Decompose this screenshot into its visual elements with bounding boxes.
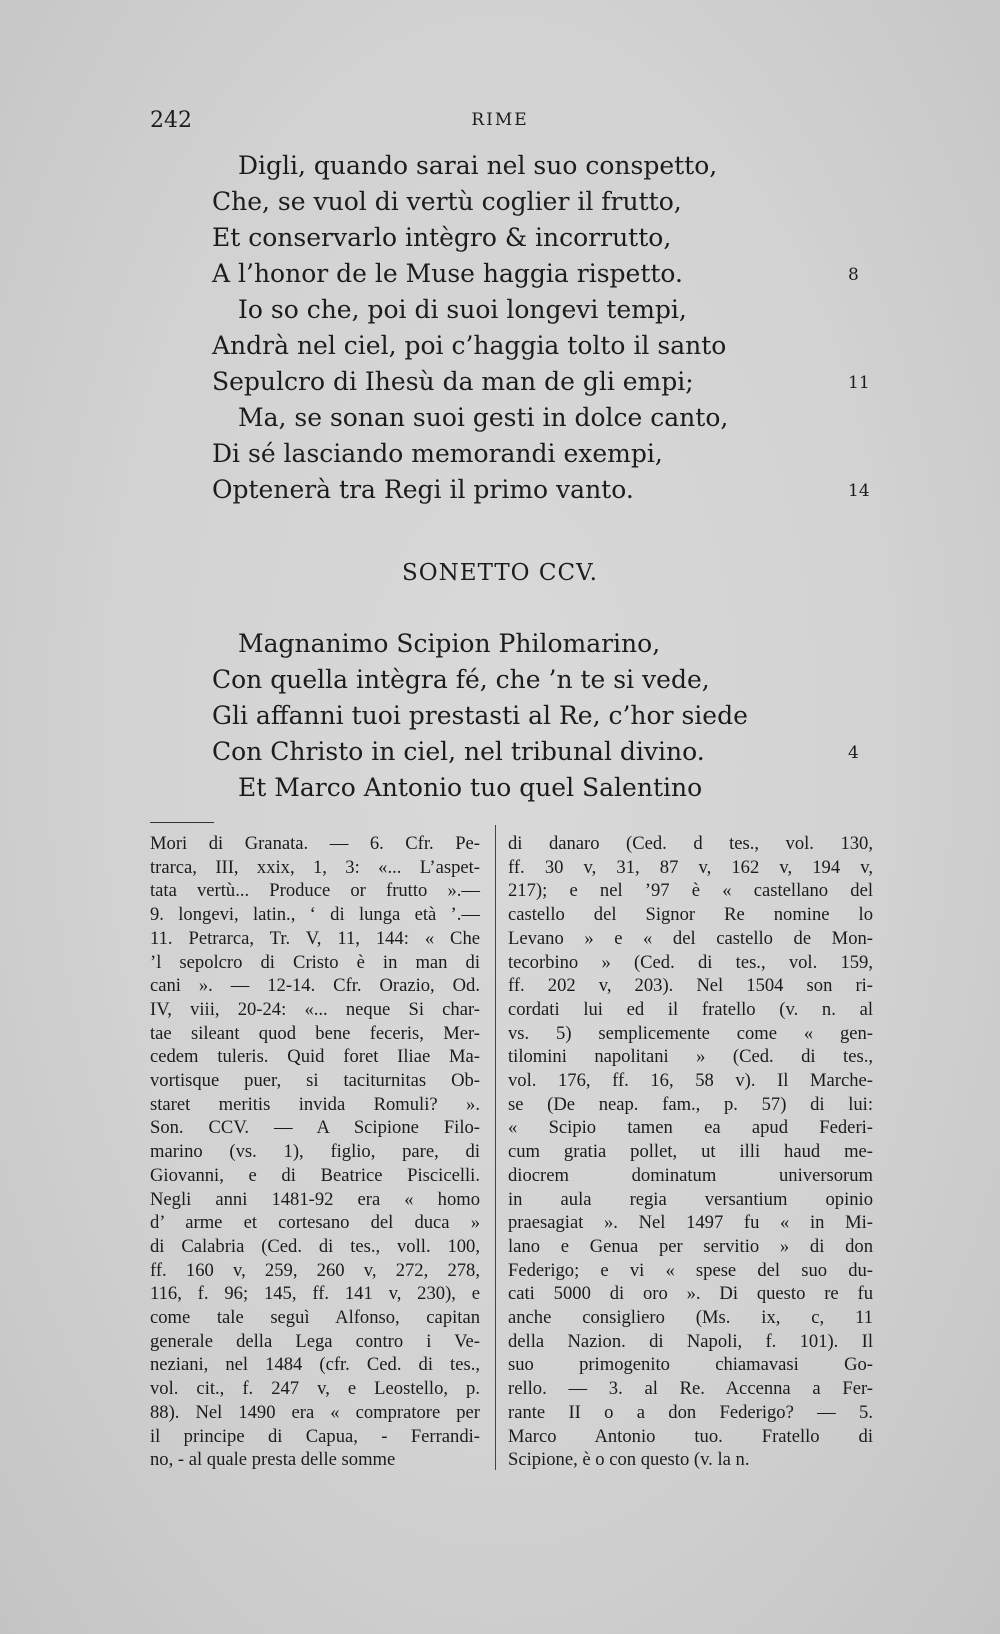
page-number: 242	[150, 108, 192, 133]
verse-line: Ma, se sonan suoi gesti in dolce canto,	[238, 403, 729, 432]
note-line: no, - al quale presta delle somme	[150, 1449, 396, 1471]
verse-line: Con Christo in ciel, nel tribunal divino.	[212, 737, 705, 766]
note-line: neziani, nel 1484 (cfr. Ced. di tes.,	[150, 1354, 480, 1376]
note-line: 217); e nel ’97 è « castellano del	[508, 880, 873, 902]
note-line: Federigo; e vi « spese del suo du-	[508, 1259, 873, 1281]
note-line: di danaro (Ced. d tes., vol. 130,	[508, 833, 873, 854]
note-line: cum gratia pollet, ut illi haud me-	[508, 1141, 873, 1163]
running-title: RIME	[471, 110, 529, 130]
page-header	[150, 108, 850, 138]
note-line: anche consigliero (Ms. ix, c, 11	[508, 1307, 873, 1329]
note-line: cedem tuleris. Quid foret Iliae Ma-	[150, 1046, 480, 1068]
note-line: IV, viii, 20-24: «... neque Si char-	[150, 998, 480, 1020]
note-line: ff. 202 v, 203). Nel 1504 son ri-	[508, 975, 873, 997]
note-line: ff. 160 v, 259, 260 v, 272, 278,	[150, 1259, 480, 1281]
note-line: Giovanni, e di Beatrice Piscicelli.	[150, 1164, 480, 1186]
verse-number: 4	[848, 743, 859, 763]
note-line: tata vertù... Produce or frutto ».—	[150, 880, 480, 902]
note-line: ’l sepolcro di Cristo è in man di	[150, 951, 480, 973]
note-line: marino (vs. 1), figlio, pare, di	[150, 1141, 480, 1163]
note-line: suo primogenito chiamavasi Go-	[508, 1354, 873, 1376]
note-line: vortisque puer, si taciturnitas Ob-	[150, 1070, 480, 1092]
note-line: come tale seguì Alfonso, capitan	[150, 1307, 480, 1329]
verse-line: Sepulcro di Ihesù da man de gli empi;	[212, 367, 694, 396]
sonnet-title: SONETTO CCV.	[402, 560, 598, 586]
verse-number: 11	[848, 373, 870, 393]
note-line: vol. 176, ff. 16, 58 v). Il Marche-	[508, 1070, 873, 1092]
note-line: 9. longevi, latin., ‘ di lunga età ’.—	[150, 904, 480, 926]
verse-line: Magnanimo Scipion Philomarino,	[238, 629, 661, 658]
verse-line: Optenerà tra Regi il primo vanto.	[212, 475, 634, 504]
notes-left-column	[150, 832, 480, 1472]
verse-number: 8	[848, 265, 859, 285]
note-line: tecorbino » (Ced. di tes., vol. 159,	[508, 951, 873, 973]
note-line: praesagiat ». Nel 1497 fu « in Mi-	[508, 1212, 873, 1234]
note-line: d’ arme et cortesano del duca »	[150, 1212, 480, 1234]
note-line: lano e Genua per servitio » di don	[508, 1235, 873, 1257]
verse-line: Digli, quando sarai nel suo conspetto,	[238, 151, 718, 180]
note-line: se (De neap. fam., p. 57) di lui:	[508, 1093, 873, 1115]
verse-line: Che, se vuol di vertù coglier il frutto,	[212, 187, 682, 216]
note-line: vol. cit., f. 247 v, e Leostello, p.	[150, 1378, 480, 1400]
verse-line: Io so che, poi di suoi longevi tempi,	[238, 295, 687, 324]
notes-right-column	[508, 832, 873, 1472]
note-line: cati 5000 di oro ». Di questo re fu	[508, 1283, 873, 1305]
note-line: 116, f. 96; 145, ff. 141 v, 230), e	[150, 1283, 480, 1305]
note-line: Negli anni 1481-92 era « homo	[150, 1188, 480, 1210]
column-divider	[495, 825, 496, 1470]
verse-line: A l’honor de le Muse haggia rispetto.	[212, 259, 683, 288]
footnote-separator	[150, 822, 214, 823]
note-line: 88). Nel 1490 era « compratore per	[150, 1401, 480, 1423]
note-line: generale della Lega contro i Ve-	[150, 1330, 480, 1352]
note-line: rante II o a don Federigo? — 5.	[508, 1401, 873, 1423]
note-line: rello. — 3. al Re. Accenna a Fer-	[508, 1378, 873, 1400]
note-line: tilomini napolitani » (Ced. di tes.,	[508, 1046, 873, 1068]
verse-line: Et conservarlo intègro & incorrutto,	[212, 223, 672, 252]
note-line: vs. 5) semplicemente come « gen-	[508, 1022, 873, 1044]
note-line: Mori di Granata. — 6. Cfr. Pe-	[150, 833, 480, 854]
note-line: della Nazion. di Napoli, f. 101). Il	[508, 1330, 873, 1352]
note-line: di Calabria (Ced. di tes., voll. 100,	[150, 1235, 480, 1257]
note-line: « Scipio tamen ea apud Federi-	[508, 1117, 873, 1139]
note-line: tae sileant quod bene feceris, Mer-	[150, 1022, 480, 1044]
note-line: staret meritis invida Romuli? ».	[150, 1093, 480, 1115]
note-line: cani ». — 12-14. Cfr. Orazio, Od.	[150, 975, 480, 997]
note-line: cordati lui ed il fratello (v. n. al	[508, 998, 873, 1020]
note-line: Scipione, è o con questo (v. la n.	[508, 1449, 750, 1471]
verse-line: Et Marco Antonio tuo quel Salentino	[238, 773, 703, 802]
note-line: 11. Petrarca, Tr. V, 11, 144: « Che	[150, 927, 480, 949]
verse-line: Gli affanni tuoi prestasti al Re, c’hor siede	[212, 701, 748, 730]
note-line: castello del Signor Re nomine lo	[508, 904, 873, 926]
note-line: diocrem dominatum universorum	[508, 1164, 873, 1186]
note-line: Marco Antonio tuo. Fratello di	[508, 1425, 873, 1447]
note-line: il principe di Capua, - Ferrandi-	[150, 1425, 480, 1447]
verse-line: Di sé lasciando memorandi exempi,	[212, 439, 663, 468]
note-line: ff. 30 v, 31, 87 v, 162 v, 194 v,	[508, 856, 873, 878]
note-line: Levano » e « del castello de Mon-	[508, 927, 873, 949]
verse-number: 14	[848, 481, 870, 501]
note-line: trarca, III, xxix, 1, 3: «... L’aspet-	[150, 856, 480, 878]
verse-line: Con quella intègra fé, che ’n te si vede,	[212, 665, 710, 694]
note-line: in aula regia versantium opinio	[508, 1188, 873, 1210]
note-line: Son. CCV. — A Scipione Filo-	[150, 1117, 480, 1139]
verse-line: Andrà nel ciel, poi c’haggia tolto il santo	[212, 331, 727, 360]
